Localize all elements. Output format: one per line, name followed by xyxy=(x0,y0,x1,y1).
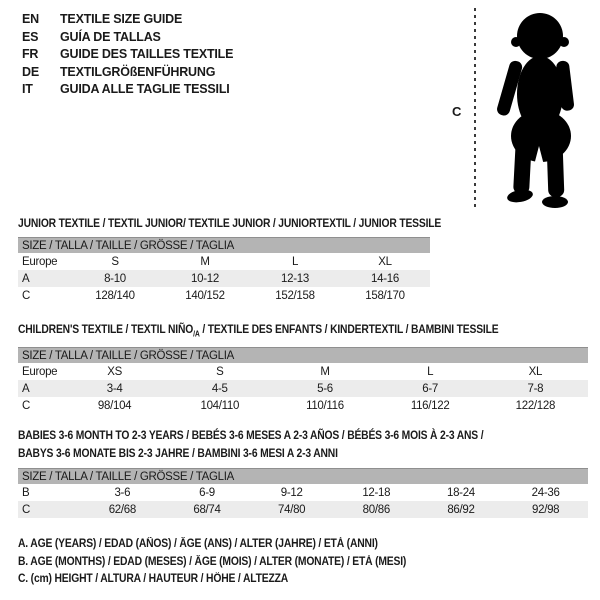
size-cell: XS xyxy=(107,365,122,378)
language-title: GUIDE DES TAILLES TEXTILE xyxy=(60,47,234,61)
table-row xyxy=(18,397,588,414)
age-cell: 3-4 xyxy=(62,380,167,397)
row-label: C xyxy=(18,501,80,518)
height-cell: 62/68 xyxy=(80,501,165,518)
row-label: A xyxy=(18,380,62,397)
table-row xyxy=(18,380,588,397)
age-cell: 5-6 xyxy=(272,380,377,397)
size-cell: XL xyxy=(528,365,543,378)
language-row-de xyxy=(22,63,233,81)
language-code: IT xyxy=(22,82,33,96)
table-row xyxy=(18,501,588,518)
size-cell: M xyxy=(320,365,330,378)
age-cell: 8-10 xyxy=(70,270,160,287)
language-row-it xyxy=(22,80,233,98)
height-measure-dotted-line xyxy=(474,8,476,210)
junior-size-table xyxy=(18,237,430,304)
height-cell: 92/98 xyxy=(503,501,588,518)
babies-size-table xyxy=(18,468,588,518)
size-header-row xyxy=(18,348,588,364)
height-cell: 140/152 xyxy=(185,289,225,302)
table-row xyxy=(18,484,588,501)
age-cell: 14-16 xyxy=(340,270,430,287)
size-header-label: SIZE / TALLA / TAILLE / GRÖSSE / TAGLIA xyxy=(18,238,430,254)
height-cell: 80/86 xyxy=(334,501,419,518)
age-months-cell: 12-18 xyxy=(362,486,391,499)
babies-section-title xyxy=(18,427,483,462)
row-label: A xyxy=(18,270,70,287)
row-label: C xyxy=(22,289,31,302)
age-cell: 6-7 xyxy=(378,380,483,397)
age-months-cell: 6-9 xyxy=(199,486,215,499)
legend-height: C. (cm) HEIGHT / ALTURA / HAUTEUR / HÖHE / ALTEZZA xyxy=(18,573,289,585)
row-label: Europe xyxy=(22,255,58,268)
table-row xyxy=(18,287,430,304)
height-cell: 104/110 xyxy=(200,399,240,412)
language-title: GUIDA ALLE TAGLIE TESSILI xyxy=(60,82,230,96)
size-cell: S xyxy=(111,255,119,268)
height-cell: 152/158 xyxy=(275,289,315,302)
title-subscript: /A xyxy=(193,329,200,339)
size-header-label: SIZE / TALLA / TAILLE / GRÖSSE / TAGLIA xyxy=(18,348,588,364)
row-label: Europe xyxy=(22,365,58,378)
size-header-row xyxy=(18,469,588,485)
language-row-fr xyxy=(22,45,233,63)
age-months-cell: 18-24 xyxy=(446,486,475,499)
size-cell: S xyxy=(216,365,224,378)
age-months-cell: 24-36 xyxy=(531,486,560,499)
age-cell: 10-12 xyxy=(160,270,250,287)
language-list xyxy=(22,10,233,98)
height-cell: 110/116 xyxy=(306,399,344,412)
measure-legend xyxy=(18,536,449,589)
baby-silhouette-icon xyxy=(486,6,594,212)
language-row-en xyxy=(22,10,233,28)
size-cell: XL xyxy=(378,255,392,268)
title-line-2: BABYS 3-6 MONATE BIS 2-3 JAHRE / BAMBINI 3-6 MESI A 2-3 ANNI xyxy=(18,445,338,460)
height-cell: 68/74 xyxy=(165,501,250,518)
age-months-cell: 3-6 xyxy=(114,486,131,499)
language-code: DE xyxy=(22,64,39,79)
height-cell: 122/128 xyxy=(515,399,556,412)
height-cell: 116/122 xyxy=(410,399,450,412)
title-text: CHILDREN'S TEXTILE / TEXTIL NIÑO xyxy=(18,322,194,336)
row-label: C xyxy=(22,399,31,412)
size-cell: M xyxy=(200,255,210,268)
height-cell: 86/92 xyxy=(419,501,504,518)
height-cell: 128/140 xyxy=(95,289,135,302)
language-code: FR xyxy=(22,47,39,61)
size-header-row xyxy=(18,238,430,254)
height-measure-label: C xyxy=(452,104,462,119)
table-row xyxy=(18,270,430,287)
language-title: TEXTILE SIZE GUIDE xyxy=(60,12,183,26)
legend-age-years: A. AGE (YEARS) / EDAD (AÑOS) / ÂGE (ANS) / ALTER (JAHRE) / ETÀ (ANNI) xyxy=(18,538,378,550)
height-cell: 158/170 xyxy=(365,289,405,302)
age-cell: 7-8 xyxy=(483,380,588,397)
junior-section-title: JUNIOR TEXTILE / TEXTIL JUNIOR/ TEXTILE JUNIOR / JUNIORTEXTIL / JUNIOR TESSILE xyxy=(18,216,442,230)
language-title: TEXTILGRÖßENFÜHRUNG xyxy=(60,64,216,79)
language-row-es xyxy=(22,28,233,46)
children-size-table xyxy=(18,347,588,414)
age-months-cell: 9-12 xyxy=(280,486,303,499)
language-code: EN xyxy=(22,12,39,26)
legend-age-months: B. AGE (MONTHS) / EDAD (MESES) / ÂGE (MOIS) / ALTER (MONATE) / ETÀ (MESI) xyxy=(18,555,407,568)
size-cell: L xyxy=(427,365,434,378)
age-cell: 12-13 xyxy=(250,270,340,287)
row-label: B xyxy=(22,486,30,499)
height-cell: 74/80 xyxy=(249,501,334,518)
language-title: GUÍA DE TALLAS xyxy=(60,29,161,44)
table-row xyxy=(18,363,588,380)
title-text: / TEXTILE DES ENFANTS / KINDERTEXTIL / BAMBINI TESSILE xyxy=(199,322,499,336)
table-row xyxy=(18,253,430,270)
height-cell: 98/104 xyxy=(97,399,132,412)
size-cell: L xyxy=(291,255,299,268)
language-code: ES xyxy=(22,29,39,44)
title-line-1: BABIES 3-6 MONTH TO 2-3 YEARS / BEBÉS 3-6 MESES A 2-3 AÑOS / BÉBÉS 3-6 MOIS À 2-3 ANS / xyxy=(18,428,484,442)
age-cell: 4-5 xyxy=(167,380,272,397)
children-section-title xyxy=(18,321,498,343)
size-header-label: SIZE / TALLA / TAILLE / GRÖSSE / TAGLIA xyxy=(18,469,588,485)
